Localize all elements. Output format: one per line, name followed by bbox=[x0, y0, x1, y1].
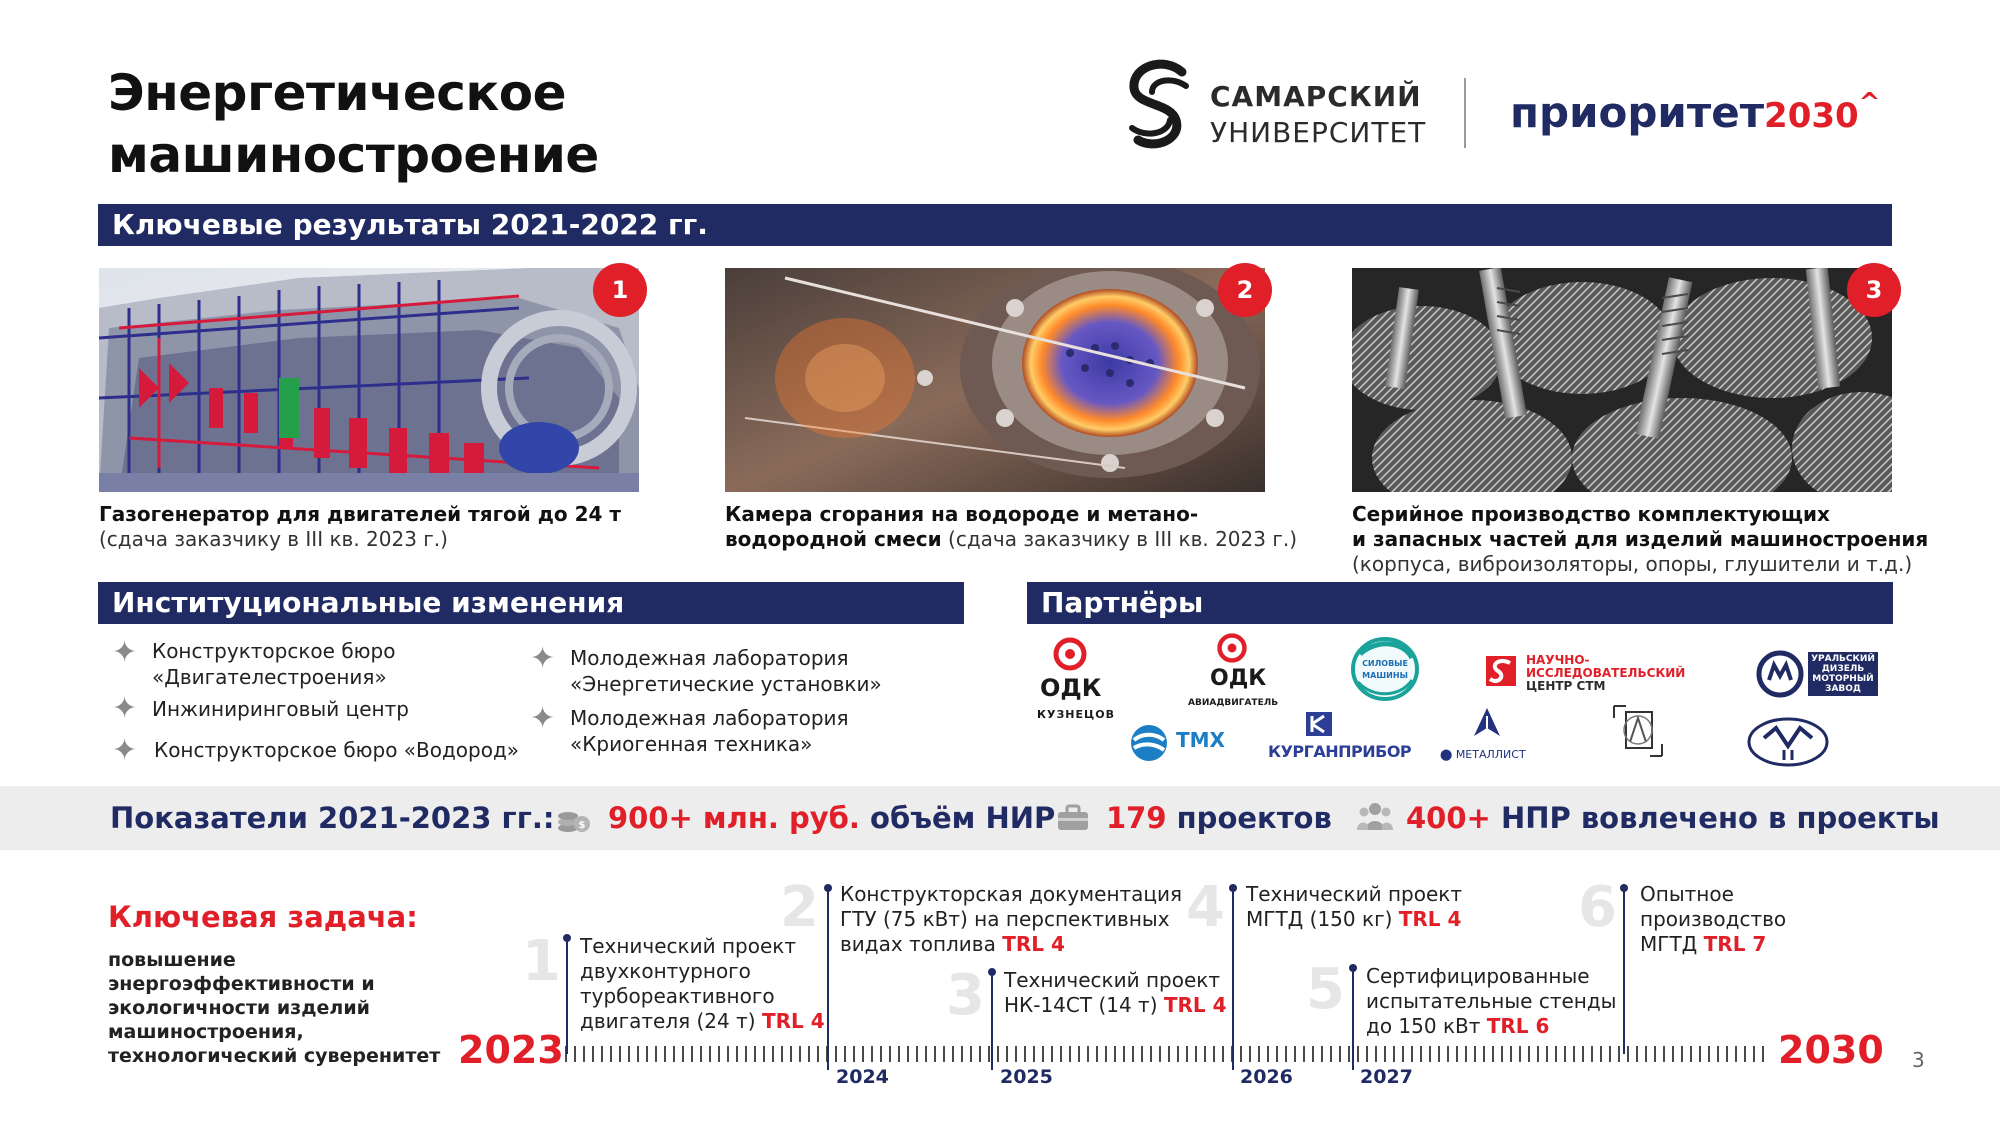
priority-2030-logo bbox=[1510, 88, 1880, 137]
page-number: 3 bbox=[1912, 1048, 1925, 1072]
milestone-trl: TRL 4 bbox=[761, 1009, 825, 1033]
silovye-mashiny-text-1: СИЛОВЫЕ bbox=[1362, 659, 1408, 668]
milestone-line: Конструкторская документация bbox=[840, 882, 1183, 906]
star-bullet-icon: ✦ bbox=[112, 733, 138, 768]
milestone-trl: TRL 4 bbox=[1398, 907, 1462, 931]
tmx-name: ТМХ bbox=[1176, 728, 1225, 752]
milestone-line: Технический проект bbox=[1004, 968, 1221, 992]
gas-generator-image bbox=[99, 268, 639, 492]
milestone-line: МГТД (150 кг) bbox=[1246, 907, 1399, 931]
milestone-number-6: 6 bbox=[1578, 875, 1617, 940]
milestone-line: до 150 кВт bbox=[1366, 1014, 1487, 1038]
milestone-number-5: 5 bbox=[1306, 957, 1345, 1022]
milestone-line: НК-14СТ (14 т) bbox=[1004, 993, 1164, 1017]
timeline-year-2026: 2026 bbox=[1240, 1066, 1293, 1088]
milestone-line: производство bbox=[1640, 907, 1787, 931]
milestone-trl: TRL 4 bbox=[1163, 993, 1227, 1017]
milestone-text-3 bbox=[1004, 968, 1227, 1018]
inst-item-kb-hydrogen: Конструкторское бюро «Водород» bbox=[154, 738, 520, 762]
milestone-number-1: 1 bbox=[522, 929, 561, 994]
page-title bbox=[108, 62, 599, 186]
odk-kuznetsov-name: ОДК bbox=[1040, 674, 1102, 702]
milestone-number-3: 3 bbox=[946, 963, 985, 1028]
stm-center-logo-icon bbox=[1484, 654, 1518, 688]
briefcase-icon bbox=[1056, 804, 1090, 832]
university-name-line-1: САМАРСКИЙ bbox=[1210, 80, 1422, 113]
priority-mark: ^ bbox=[1858, 88, 1881, 118]
inst-item-line: Конструкторское бюро bbox=[152, 639, 396, 663]
udmz-line: ЗАВОД bbox=[1825, 684, 1861, 694]
milestone-trl: TRL 6 bbox=[1486, 1014, 1550, 1038]
inst-item-line: «Энергетические установки» bbox=[570, 672, 882, 696]
timeline-end-year: 2030 bbox=[1778, 1028, 1884, 1072]
udmz-line: ДИЗЕЛЬ bbox=[1821, 664, 1865, 674]
milestone-line-5 bbox=[1352, 968, 1354, 1070]
timeline-ticks bbox=[566, 1046, 1763, 1062]
result-note-3: (корпуса, виброизоляторы, опоры, глушители и т.д.) bbox=[1352, 552, 1913, 576]
result-title-2-line-2: водородной смеси (сдача заказчику в III кв. 2023 г.) bbox=[725, 527, 1297, 551]
priority-year: 2030 bbox=[1764, 96, 1859, 136]
milestone-line-1 bbox=[566, 938, 568, 1054]
milestone-line-6 bbox=[1623, 888, 1625, 1054]
result-caption-3 bbox=[1352, 502, 1952, 577]
odk-aviadvigatel-name: ОДК bbox=[1210, 666, 1267, 691]
result-badge-3: 3 bbox=[1847, 263, 1901, 317]
inst-item-lab-cryogenic bbox=[570, 705, 849, 757]
result-title-1: Газогенератор для двигателей тягой до 24 т bbox=[99, 502, 621, 526]
page-title-line-2: машиностроение bbox=[108, 126, 599, 184]
inst-item-engineering-center: Инжиниринговый центр bbox=[152, 697, 409, 721]
indicator-npr bbox=[1406, 786, 1940, 850]
milestone-dot-4 bbox=[1229, 884, 1237, 892]
milestone-line: видах топлива bbox=[840, 932, 1003, 956]
udmz-name bbox=[1808, 652, 1878, 696]
inst-item-line: «Двигателестроения» bbox=[152, 665, 387, 689]
partners-heading: Партнёры bbox=[1027, 582, 1893, 624]
indicator-nir bbox=[608, 786, 1055, 850]
milestone-trl: TRL 7 bbox=[1703, 932, 1767, 956]
combustion-chamber-illustration bbox=[725, 268, 1265, 492]
indicator-npr-value: 400+ bbox=[1406, 801, 1491, 835]
key-task-text: повышение энергоэффективности и экологичности изделий машиностроения, технологический суверенитет bbox=[108, 949, 441, 1067]
milestone-dot-3 bbox=[988, 968, 996, 976]
odk-aviadvigatel-logo-icon bbox=[1214, 632, 1250, 664]
milestone-line: Технический проект bbox=[580, 934, 797, 958]
milestone-text-6 bbox=[1640, 882, 1786, 957]
svg-text:$: $ bbox=[578, 820, 586, 831]
milestone-line: турбореактивного bbox=[580, 984, 775, 1008]
milestone-text-4 bbox=[1246, 882, 1462, 932]
indicator-npr-text: НПР вовлечено в проекты bbox=[1490, 801, 1940, 835]
result-title-3-line-2: и запасных частей для изделий машиностроения bbox=[1352, 527, 1929, 551]
kurganpribor-logo-icon bbox=[1304, 710, 1334, 738]
milestone-line: МГТД bbox=[1640, 932, 1704, 956]
inst-item-kb-engines bbox=[152, 638, 395, 690]
oval-partner-logo-icon bbox=[1746, 716, 1830, 768]
star-bullet-icon: ✦ bbox=[112, 691, 138, 726]
milestone-line: Технический проект bbox=[1246, 882, 1463, 906]
inst-item-line: Молодежная лаборатория bbox=[570, 646, 849, 670]
stm-center-name bbox=[1526, 654, 1685, 693]
milestone-dot-1 bbox=[563, 934, 571, 942]
timeline-year-2027: 2027 bbox=[1360, 1066, 1413, 1088]
milestone-line: Сертифицированные bbox=[1366, 964, 1590, 988]
result-caption-2 bbox=[725, 502, 1325, 552]
coins-icon bbox=[556, 802, 592, 834]
priority-word: приоритет bbox=[1510, 88, 1765, 137]
milestone-dot-6 bbox=[1620, 884, 1628, 892]
institute-emblem-icon bbox=[1610, 702, 1666, 760]
inst-item-line: Молодежная лаборатория bbox=[570, 706, 849, 730]
tmx-logo-icon bbox=[1128, 722, 1170, 764]
star-bullet-icon: ✦ bbox=[530, 641, 556, 676]
result-title-2-line-1: Камера сгорания на водороде и метано- bbox=[725, 502, 1199, 526]
milestone-text-5 bbox=[1366, 964, 1616, 1039]
silovye-mashiny-text-2: МАШИНЫ bbox=[1362, 671, 1408, 680]
milestone-text-1 bbox=[580, 934, 825, 1034]
milestone-line: испытательные стенды bbox=[1366, 989, 1617, 1013]
indicator-nir-text: объём НИР bbox=[859, 801, 1056, 835]
milestone-line: двухконтурного bbox=[580, 959, 751, 983]
indicator-projects-value: 179 bbox=[1106, 801, 1167, 835]
page-title-line-1: Энергетическое bbox=[108, 64, 567, 122]
star-bullet-icon: ✦ bbox=[112, 635, 138, 670]
indicators-label: Показатели 2021-2023 гг.: bbox=[110, 801, 555, 835]
indicator-projects bbox=[1106, 786, 1332, 850]
timeline-year-2025: 2025 bbox=[1000, 1066, 1053, 1088]
milestone-dot-5 bbox=[1349, 964, 1357, 972]
result-badge-2: 2 bbox=[1218, 263, 1272, 317]
result-note-1: (сдача заказчику в III кв. 2023 г.) bbox=[99, 527, 448, 551]
logo-divider bbox=[1464, 78, 1466, 148]
milestone-line: двигателя (24 т) bbox=[580, 1009, 762, 1033]
milestone-number-4: 4 bbox=[1186, 875, 1225, 940]
timeline-start-year: 2023 bbox=[458, 1028, 564, 1072]
vibration-isolators-image bbox=[1352, 268, 1892, 492]
institutional-heading: Институциональные изменения bbox=[98, 582, 964, 624]
stm-line: НАУЧНО- bbox=[1526, 653, 1590, 667]
silovye-mashiny-logo-icon bbox=[1348, 634, 1422, 704]
result-badge-1: 1 bbox=[593, 263, 647, 317]
kurganpribor-name: КУРГАНПРИБОР bbox=[1268, 742, 1412, 761]
key-task-title: Ключевая задача: bbox=[108, 900, 418, 934]
timeline-year-2024: 2024 bbox=[836, 1066, 889, 1088]
odk-kuznetsov-sub: КУЗНЕЦОВ bbox=[1037, 708, 1115, 721]
result-caption-1 bbox=[99, 502, 659, 552]
samara-university-logo-icon bbox=[1124, 58, 1198, 154]
timeline-axis bbox=[560, 1040, 1774, 1070]
milestone-line-3 bbox=[991, 972, 993, 1070]
star-bullet-icon: ✦ bbox=[530, 701, 556, 736]
metallist-text: МЕТАЛЛИСТ bbox=[1455, 748, 1526, 761]
metallist-name: ⬤ МЕТАЛЛИСТ bbox=[1440, 748, 1526, 761]
stm-line: ЦЕНТР СТМ bbox=[1526, 679, 1606, 693]
key-results-heading: Ключевые результаты 2021-2022 гг. bbox=[98, 204, 1892, 246]
milestone-line: Опытное bbox=[1640, 882, 1734, 906]
people-group-icon bbox=[1356, 800, 1394, 834]
gas-generator-illustration bbox=[99, 268, 639, 492]
udmz-logo-icon bbox=[1756, 650, 1804, 698]
stm-line: ИССЛЕДОВАТЕЛЬСКИЙ bbox=[1526, 666, 1686, 680]
vibration-isolators-illustration bbox=[1352, 268, 1892, 492]
indicator-projects-text: проектов bbox=[1166, 801, 1332, 835]
milestone-text-2 bbox=[840, 882, 1182, 957]
combustion-chamber-image bbox=[725, 268, 1265, 492]
result-note-2: (сдача заказчику в III кв. 2023 г.) bbox=[941, 527, 1297, 551]
milestone-dot-2 bbox=[824, 884, 832, 892]
udmz-line: МОТОРНЫЙ bbox=[1812, 674, 1874, 684]
inst-item-line: «Криогенная техника» bbox=[570, 732, 813, 756]
milestone-line-2 bbox=[827, 888, 829, 1070]
odk-kuznetsov-logo-icon bbox=[1050, 636, 1090, 672]
indicator-nir-value: 900+ млн. руб. bbox=[608, 801, 860, 835]
university-name-line-2: УНИВЕРСИТЕТ bbox=[1210, 116, 1427, 149]
udmz-line: УРАЛЬСКИЙ bbox=[1811, 654, 1875, 664]
metallist-logo-icon bbox=[1470, 706, 1504, 746]
inst-item-lab-energy bbox=[570, 645, 882, 697]
milestone-line-4 bbox=[1232, 888, 1234, 1070]
milestone-line: ГТУ (75 кВт) на перспективных bbox=[840, 907, 1170, 931]
odk-aviadvigatel-sub: АВИАДВИГАТЕЛЬ bbox=[1188, 698, 1279, 708]
milestone-number-2: 2 bbox=[780, 875, 819, 940]
milestone-trl: TRL 4 bbox=[1002, 932, 1065, 956]
result-title-3-line-1: Серийное производство комплектующих bbox=[1352, 502, 1830, 526]
